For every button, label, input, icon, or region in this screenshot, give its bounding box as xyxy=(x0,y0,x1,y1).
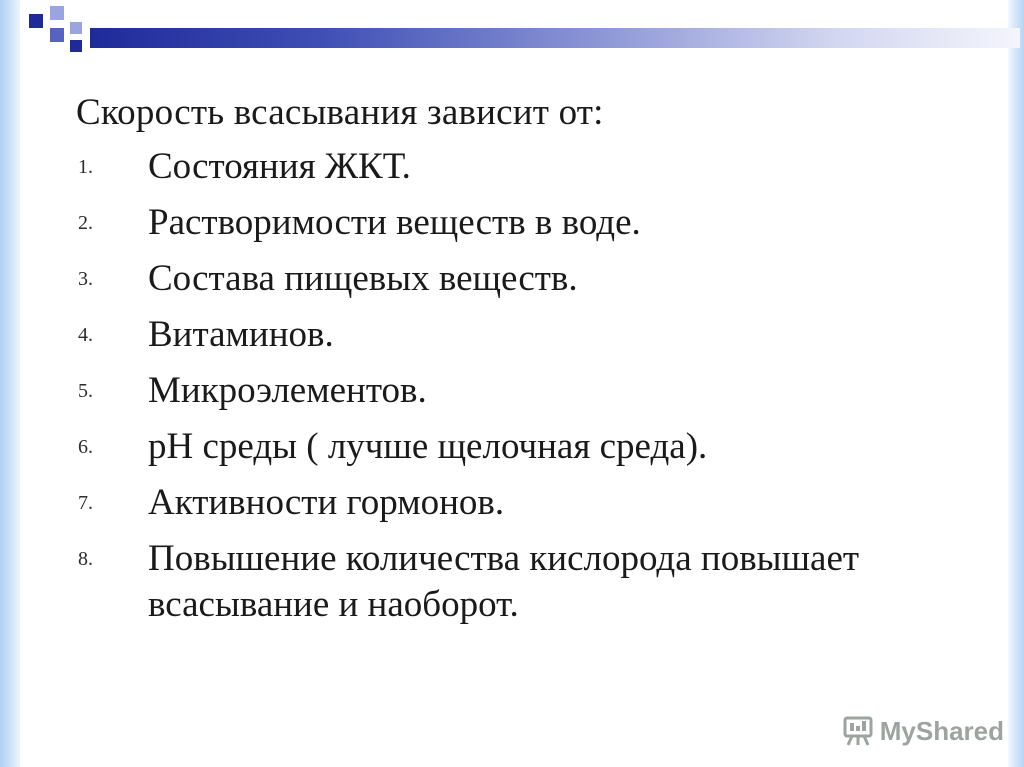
slide-heading: Скорость всасывания зависит от: xyxy=(76,92,604,133)
list-item-text: Микроэлементов. xyxy=(148,370,427,411)
list-item xyxy=(76,424,976,470)
myshared-watermark xyxy=(842,715,1004,747)
list-item xyxy=(76,368,976,414)
presentation-board-icon xyxy=(842,715,874,747)
list-item-number: 3. xyxy=(78,268,93,290)
list-item-text: pH среды ( лучше щелочная среда). xyxy=(148,426,708,467)
decor-square xyxy=(70,40,82,52)
title-gradient-bar xyxy=(90,28,1020,48)
watermark-text: MyShared xyxy=(879,715,1004,746)
decor-square xyxy=(29,14,43,28)
list-item-text: Состояния ЖКТ. xyxy=(148,146,411,187)
list-item xyxy=(76,200,976,246)
decor-square xyxy=(70,22,82,34)
list-item-number: 4. xyxy=(78,324,93,346)
list-item xyxy=(76,144,976,190)
right-edge-gradient xyxy=(1008,0,1024,767)
list-item-number: 2. xyxy=(78,212,93,234)
list-item-text: Активности гормонов. xyxy=(148,482,505,523)
list-item xyxy=(76,536,976,628)
list-item-number: 7. xyxy=(78,492,93,514)
list-item-text: Повышение количества кислорода повышает всасывание и наоборот. xyxy=(148,538,860,625)
list-item xyxy=(76,480,976,526)
left-edge-gradient xyxy=(0,0,20,767)
slide-content xyxy=(76,90,976,638)
slide xyxy=(20,0,1008,767)
list-item-text: Растворимости веществ в воде. xyxy=(148,202,641,243)
decor-square xyxy=(50,6,64,20)
numbered-list xyxy=(76,144,976,628)
list-item-number: 5. xyxy=(78,380,93,402)
list-item-text: Состава пищевых веществ. xyxy=(148,258,578,299)
list-item-number: 6. xyxy=(78,436,93,458)
list-item-number: 1. xyxy=(78,156,93,178)
list-item-text: Витаминов. xyxy=(148,314,334,355)
decor-square xyxy=(50,28,64,42)
list-item xyxy=(76,256,976,302)
list-item xyxy=(76,312,976,358)
list-item-number: 8. xyxy=(78,548,93,570)
